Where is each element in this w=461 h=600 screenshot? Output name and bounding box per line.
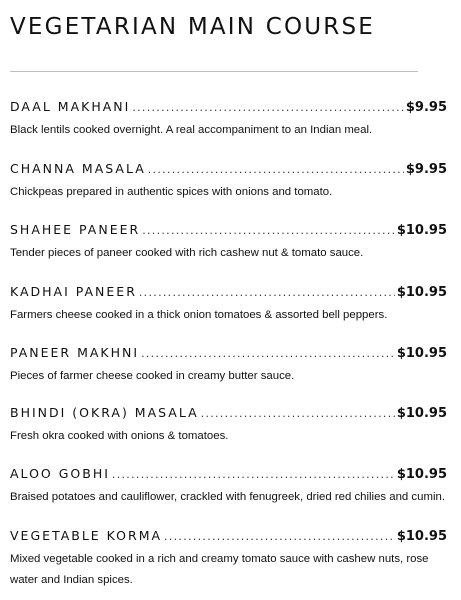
dish-description: Chickpeas prepared in authentic spices with onions and tomato. bbox=[10, 186, 333, 198]
dish-name: BHINDI (OKRA) MASALA bbox=[10, 405, 199, 420]
dish-price: $10.95 bbox=[396, 223, 447, 238]
dish-description: Black lentils cooked overnight. A real accompaniment to an Indian meal. bbox=[10, 124, 373, 136]
menu-item-vegetable-korma bbox=[10, 528, 447, 591]
dish-name: SHAHEE PANEER bbox=[10, 222, 141, 237]
dish-name: KADHAI PANEER bbox=[10, 284, 137, 299]
menu-item-line bbox=[10, 466, 447, 484]
menu-item-line bbox=[10, 405, 447, 423]
dot-leader bbox=[142, 224, 395, 237]
dish-name: PANEER MAKHNI bbox=[10, 345, 140, 360]
menu-item-line bbox=[10, 284, 447, 302]
dot-leader bbox=[164, 530, 395, 543]
dish-name: ALOO GOBHI bbox=[10, 466, 110, 481]
dot-leader bbox=[132, 101, 404, 114]
dish-name: CHANNA MASALA bbox=[10, 161, 146, 176]
menu-item-channa-masala bbox=[10, 161, 447, 203]
dish-description: Farmers cheese cooked in a thick onion tomatoes & assorted bell peppers. bbox=[10, 309, 388, 321]
dish-name: DAAL MAKHANI bbox=[10, 99, 131, 114]
dish-price: $10.95 bbox=[396, 406, 447, 421]
dish-name: VEGETABLE KORMA bbox=[10, 528, 163, 543]
dish-price: $10.95 bbox=[396, 285, 447, 300]
dish-price: $9.95 bbox=[405, 100, 447, 115]
divider bbox=[10, 71, 418, 72]
dish-price: $10.95 bbox=[396, 529, 447, 544]
menu-item-paneer-makhni bbox=[10, 345, 447, 387]
menu-item-line bbox=[10, 222, 447, 240]
dot-leader bbox=[112, 468, 395, 481]
section-heading: VEGETARIAN MAIN COURSE bbox=[10, 14, 376, 40]
dish-price: $10.95 bbox=[396, 467, 447, 482]
dot-leader bbox=[139, 286, 395, 299]
menu-item-kadhai-paneer bbox=[10, 284, 447, 326]
dish-description: Fresh okra cooked with onions & tomatoes. bbox=[10, 430, 229, 442]
menu-item-line bbox=[10, 99, 447, 117]
dish-description: Pieces of farmer cheese cooked in creamy butter sauce. bbox=[10, 370, 295, 382]
menu-item-daal-makhani bbox=[10, 99, 447, 141]
menu-item-shahee-paneer bbox=[10, 222, 447, 264]
menu-item-bhindi-masala bbox=[10, 405, 447, 447]
dish-description: Tender pieces of paneer cooked with rich cashew nut & tomato sauce. bbox=[10, 247, 364, 259]
dish-price: $9.95 bbox=[405, 162, 447, 177]
menu-item-line bbox=[10, 345, 447, 363]
menu-item-line bbox=[10, 528, 447, 546]
dot-leader bbox=[141, 347, 395, 360]
dish-price: $10.95 bbox=[396, 346, 447, 361]
menu-item-aloo-gobhi bbox=[10, 466, 447, 508]
dot-leader bbox=[201, 407, 395, 420]
dot-leader bbox=[148, 163, 404, 176]
menu-item-line bbox=[10, 161, 447, 179]
dish-description: Mixed vegetable cooked in a rich and creamy tomato sauce with cashew nuts, rose water and Indian spices. bbox=[10, 553, 429, 586]
dish-description: Braised potatoes and cauliflower, crackled with fenugreek, dried red chilies and cumin. bbox=[10, 491, 445, 503]
